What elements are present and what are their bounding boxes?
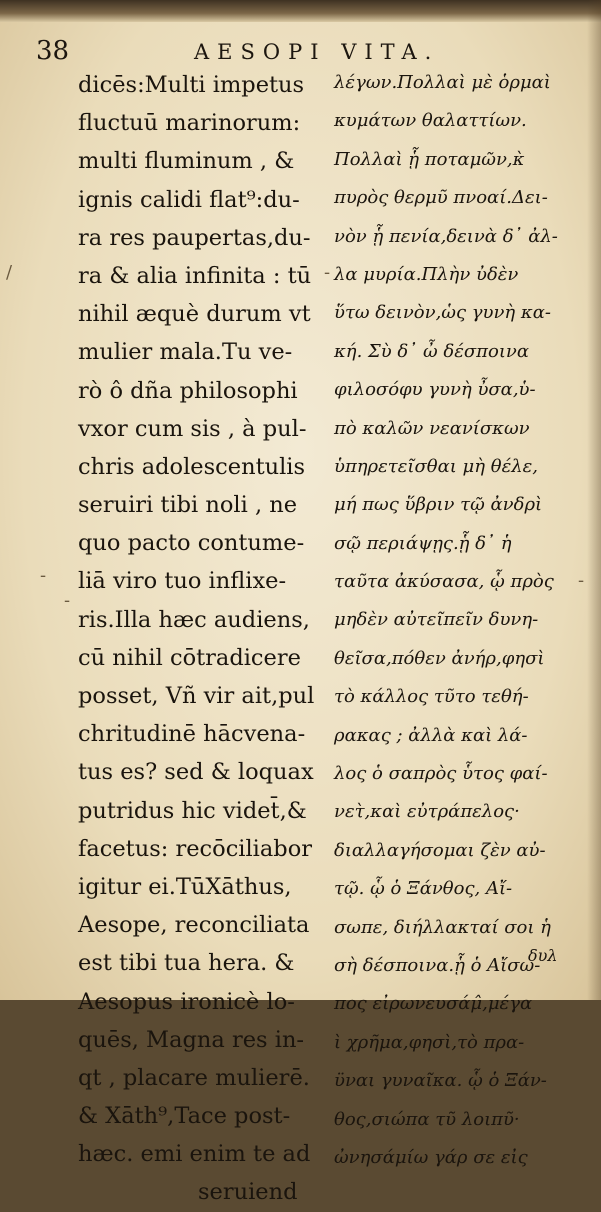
greek-line: ταῦτα ἀκύσασα, ᾧ πρὸς: [334, 571, 554, 593]
latin-line: posset, Vñ vir ait,pul: [78, 683, 315, 709]
greek-line: λα μυρία.Πλὴν ὐδὲν: [334, 263, 519, 285]
latin-line: seruiri tibi noli , ne: [78, 492, 298, 519]
margin-mark-icon: -: [578, 570, 585, 591]
greek-line: ϋναι γυναῖκα. ᾧ ὁ Ξάν-: [334, 1070, 547, 1092]
latin-line: nihil æquè durum vt: [78, 301, 311, 328]
greek-line: τῷ. ᾧ ὁ Ξάνθος, Αἴ-: [334, 878, 513, 900]
latin-line: tus es? sed & loquax: [78, 759, 314, 786]
greek-line: ὶ χρῆμα,φησὶ,τὸ πρα-: [334, 1031, 525, 1053]
greek-line: ὕτω δεινὸν,ὡς γυνὴ κα-: [334, 302, 551, 324]
margin-mark-icon: /: [6, 262, 13, 283]
greek-text-column: [334, 64, 569, 1177]
greek-line: νὸν ᾗ πενία,δεινὰ δ᾽ ἀλ-: [334, 225, 558, 247]
margin-mark-icon: -: [40, 565, 47, 586]
latin-text-column: [78, 66, 326, 1212]
greek-line: νετ̀,καὶ εὐτράπελος·: [334, 801, 520, 823]
greek-line: ὠνησάμίω γάρ σε εἰς: [334, 1146, 528, 1168]
greek-line: θος,σιώπα τῦ λοιπῦ·: [334, 1108, 520, 1130]
latin-line: putridus hic videt̄,&: [78, 797, 307, 824]
latin-line: chritudinē hācvena-: [78, 721, 306, 748]
latin-line: est tibi tua hera. &: [78, 950, 295, 977]
latin-line: qt , placare mulierē.: [78, 1064, 310, 1091]
page-top-edge: [0, 0, 601, 22]
latin-line: ra res paupertas,du-: [78, 224, 311, 251]
greek-line: σωπε, διήλλακταί σοι ἡ: [334, 916, 551, 938]
greek-line: σῷ περιάψῃς.ᾗ δ᾽ ἡ: [334, 532, 512, 554]
greek-line: πυρὸς θερμῦ πνοαί.Δει-: [334, 187, 548, 209]
latin-line: mulier mala.Tu ve-: [78, 339, 293, 366]
greek-line: μηδὲν αὐτεῖπεῖν δυνη-: [334, 609, 539, 631]
greek-line: σὴ δέσποινα.ᾗ ὁ Αἴσω-: [334, 954, 541, 976]
margin-mark-icon: -: [64, 590, 71, 611]
latin-line: quēs, Magna res in-: [78, 1026, 305, 1053]
latin-line: fluctuū marinorum:: [78, 110, 301, 137]
latin-line: ignis calidi flat⁹:du-: [78, 186, 300, 213]
latin-line: & Xāth⁹,Tace post-: [78, 1103, 291, 1130]
greek-line: λος ὁ σαπρὸς ὗτος φαί-: [334, 763, 548, 785]
greek-line: Πολλαὶ ᾗ ποταμῶν,κ̀: [334, 148, 525, 170]
latin-line: ra & alia infinita : tū: [78, 262, 312, 289]
margin-mark-icon: -: [324, 262, 331, 283]
latin-line: liā viro tuo inflixe-: [78, 568, 287, 595]
latin-line: chris adolescentulis: [78, 453, 306, 480]
greek-line: μή πως ὕβριν τῷ ἀνδρὶ: [334, 494, 543, 516]
latin-line: rò ô dña philosophi: [78, 377, 298, 404]
page-gutter-shadow: [587, 0, 601, 1000]
latin-line: facetus: recōciliabor: [78, 835, 312, 862]
greek-line: διαλλαγήσομαι ζὲν αὐ-: [334, 839, 546, 861]
running-title: AESOPI VITA.: [194, 40, 440, 64]
latin-line: dicēs:Multi impetus: [78, 72, 305, 98]
latin-line: quo pacto contume-: [78, 530, 305, 557]
page-number: 38: [36, 36, 70, 66]
latin-line: cū nihil cōtradicere: [78, 644, 301, 671]
latin-line: Aesopus ironicè lo-: [78, 988, 295, 1015]
latin-line: seruiend: [198, 1179, 298, 1206]
catchword: δυλ: [528, 946, 558, 965]
greek-line: κυμάτων θαλαττίων.: [334, 110, 527, 132]
latin-line: Aesope, reconciliata: [78, 912, 310, 939]
greek-line: φιλοσόφυ γυνὴ ὖσα,ὑ-: [334, 379, 536, 401]
greek-line: ὑπηρετεῖσθαι μὴ θέλε,: [334, 455, 539, 477]
latin-line: multi fluminum , &: [78, 148, 295, 175]
greek-line: πὸ καλῶν νεανίσκων: [334, 417, 530, 439]
greek-line: ρακας ; ἀλλὰ καὶ λά-: [334, 724, 528, 746]
latin-line: vxor cum sis , à pul-: [78, 415, 307, 442]
greek-line: λέγων.Πολλαὶ μὲ ὁρμαὶ: [334, 72, 551, 93]
latin-line: hæc. emi enim te ad: [78, 1141, 311, 1168]
greek-line: πος εἰρωνευσάμ̂,μέγα: [334, 993, 533, 1015]
greek-line: θεῖσα,πόθεν ἀνήρ,φησὶ: [334, 647, 545, 669]
greek-line: κή. Σὺ δ᾽ ὦ δέσποινα: [334, 340, 529, 362]
latin-line: ris.Illa hæc audiens,: [78, 606, 310, 633]
latin-line: igitur ei.TūXāthus,: [78, 873, 292, 900]
greek-line: τὸ κάλλος τῦτο τεθή-: [334, 686, 529, 708]
